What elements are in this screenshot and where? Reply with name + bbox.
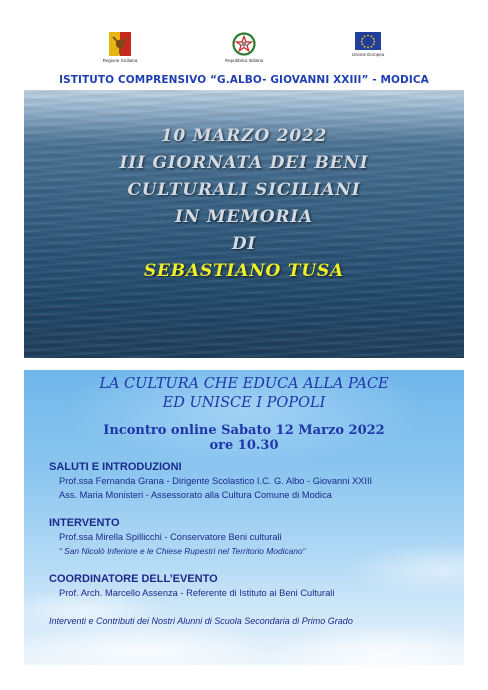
- logo-caption: Unione Europea: [351, 52, 385, 57]
- logo-repubblica-italiana: [214, 30, 274, 63]
- hero-line: III GIORNATA DEI BENI: [119, 153, 369, 173]
- speaker-line: Prof.ssa Mirella Spillicchi - Conservatore Beni culturali: [59, 532, 282, 542]
- event-theme-line: LA CULTURA CHE EDUCA ALLA PACE: [99, 376, 389, 392]
- event-details-panel: [24, 370, 464, 665]
- hero-line: CULTURALI SICILIANI: [127, 180, 361, 200]
- hero-sea-image: [24, 90, 464, 358]
- eu-flag-icon: [355, 32, 381, 50]
- italian-republic-emblem-icon: [232, 32, 256, 56]
- hero-line: IN MEMORIA: [174, 207, 314, 227]
- event-time-line: ore 10.30: [209, 438, 279, 453]
- speaker-line: Ass. Maria Monisteri - Assessorato alla Cultura Comune di Modica: [59, 490, 332, 500]
- speaker-line: Prof. Arch. Marcello Assenza - Referente di Istituto ai Beni Culturali: [59, 588, 335, 598]
- footer-note: Interventi e Contributi dei Nostri Alunni di Scuola Secondaria di Primo Grado: [49, 616, 353, 626]
- event-theme-line: ED UNISCE I POPOLI: [162, 395, 326, 411]
- event-date-line: Incontro online Sabato 12 Marzo 2022: [103, 423, 385, 438]
- hero-title: [24, 90, 464, 358]
- hero-date: 10 MARZO 2022: [160, 126, 328, 146]
- speaker-line: Prof.ssa Fernanda Grana - Dirigente Scolastico I.C. G. Albo - Giovanni XXIII: [59, 476, 373, 486]
- sicilia-emblem-icon: [109, 32, 131, 56]
- section-title-intervento: INTERVENTO: [49, 517, 120, 529]
- logo-regione-sicilia: [90, 30, 150, 63]
- talk-title: “ San Nicolò Inferiore e le Chiese Rupestri nel Territorio Modicano“: [59, 546, 306, 556]
- logo-unione-europea: [338, 30, 398, 57]
- logo-caption: Repubblica Italiana: [224, 58, 264, 63]
- logo-caption: Regione Siciliana: [102, 58, 138, 63]
- section-title-coordinatore: COORDINATORE DELL’EVENTO: [49, 573, 218, 585]
- logo-row: [24, 30, 464, 70]
- section-title-saluti: SALUTI E INTRODUZIONI: [49, 461, 182, 473]
- hero-line: DI: [231, 234, 257, 254]
- header: [24, 20, 464, 90]
- school-name: ISTITUTO COMPRENSIVO “G.ALBO- GIOVANNI XXIII” - MODICA: [59, 74, 429, 86]
- hero-honoree-name: SEBASTIANO TUSA: [143, 261, 345, 281]
